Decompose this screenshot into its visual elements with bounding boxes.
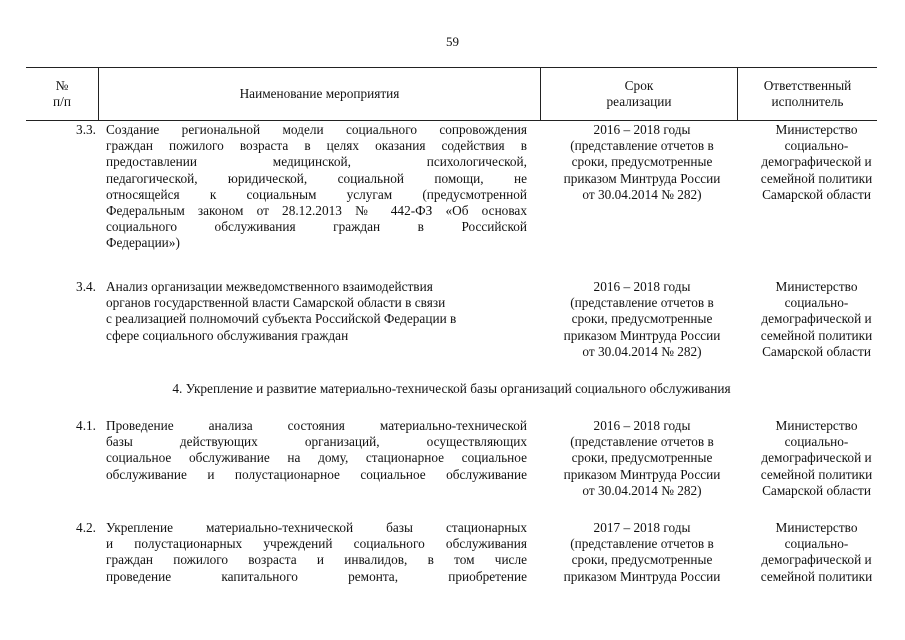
row-term: 2016 – 2018 годы (представление отчетов в сроки, предусмотренные приказом Минтруда России от 30.04.2014 № 282) [563,122,721,202]
row-term: 2016 – 2018 годы (представление отчетов в сроки, предусмотренные приказом Минтруда России от 30.04.2014 № 282) [563,418,721,498]
table-header [26,67,877,121]
header-responsible: Ответственный исполнитель [763,78,852,109]
row-term: 2016 – 2018 годы (представление отчетов в сроки, предусмотренные приказом Минтруда России от 30.04.2014 № 282) [563,279,721,359]
row-activity-name: Проведение анализа состояния материально-технической базы действующих организаций, осуществляющих социальное обслуживание на дому, стационарное социальное обслуживание и полустационарное социальное обслуживание [106,418,527,482]
row-number: 3.4. [76,279,96,294]
page-number: 59 [446,34,459,49]
header-name: Наименование мероприятия [239,86,400,101]
row-number: 4.1. [76,418,96,433]
row-responsible: Министерство социально- демографической и семейной политики Самарской области [760,122,873,202]
row-responsible: Министерство социально- демографической и семейной политики Самарской области [760,418,873,498]
row-activity-name: Укрепление материально-технической базы стационарных и полустационарных учреждений социального обслуживания граждан пожилого возраста и инвалидов, в том числе проведение капитального ремонта, приобретение [106,520,527,584]
row-responsible: Министерство социально- демографической и семейной политики [760,520,873,584]
row-activity-name: Анализ организации межведомственного взаимодействия органов государственной власти Самарской области в связи с реализацией полномочий субъекта Российской Федерации в сфере социального обслуживания граждан [106,279,457,343]
row-number: 3.3. [76,122,96,137]
row-responsible: Министерство социально- демографической и семейной политики Самарской области [760,279,873,359]
section-heading: 4. Укрепление и развитие материально-технической базы организаций социального обслуживания [172,381,731,396]
row-term: 2017 – 2018 годы (представление отчетов в сроки, предусмотренные приказом Минтруда России [563,520,721,584]
row-activity-name: Создание региональной модели социального сопровождения граждан пожилого возраста в целях оказания содействия в предоставлении медицинской, психологической, педагогической, юридической, социальной помощи, не относящейся к социальным услугам (предусмотренной Федеральным законом от 28.12.2013 № 442-ФЗ «Об основах социального обслуживания граждан в Российской Федерации») [106,122,527,251]
row-number: 4.2. [76,520,96,535]
header-num: № п/п [53,78,71,109]
header-term: Срок реализации [606,78,672,109]
